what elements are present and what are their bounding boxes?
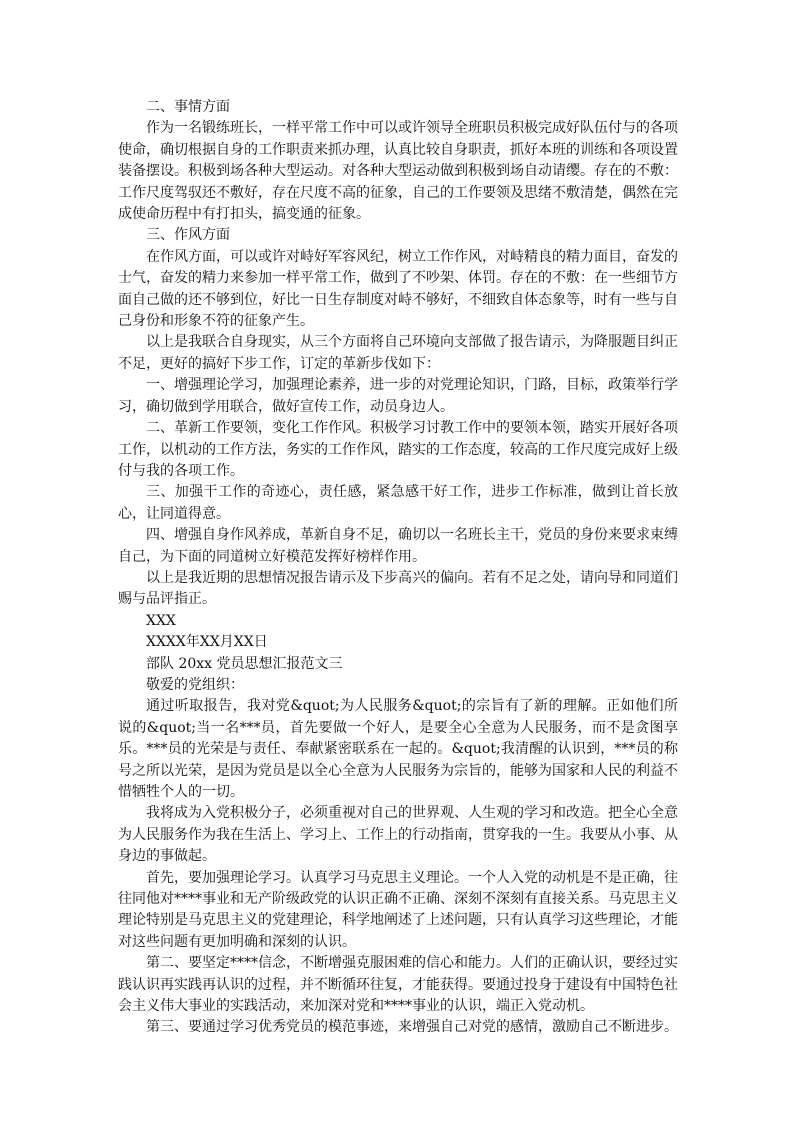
paragraph-measure-3: 三、加强干工作的奇迹心，责任感，紧急感干好工作，进步工作标准，做到让首长放心，让同道得意。: [118, 484, 678, 522]
paragraph-measure-1: 一、增强理论学习，加强理论素养，进一步的对党理论知识，门路，目标，政策举行学习，确切做到学用联合，做好宣传工作，动员身边人。: [118, 377, 678, 415]
paragraph-measure-2: 二、革新工作要领，变化工作作风。积极学习讨教工作中的要领本领，踏实开展好各项工作，以机动的工作方法，务实的工作作风，踏实的工作态度，较高的工作尺度完成好上级付与我的各项工作。: [118, 420, 678, 479]
paragraph-report-reflection: 通过听取报告，我对党&quot;为人民服务&quot;的宗旨有了新的理解。正如他们所说的&quot;当一名***员，首先要做一个好人，是要全心全意为人民服务，而不是贪图享乐。***员的光荣是与责任、奉献紧密联系在一起的。&quot;我清醒的认识到，***员的称号之所以光荣，是因为党员是以全心全意为人民服务为宗旨的，能够为国家和人民的利益不惜牺牲个人的一切。: [118, 698, 678, 800]
paragraph-style-body: 在作风方面，可以或许对峙好军容风纪，树立工作作风，对峙精良的精力面目，奋发的士气，奋发的精力来参加一样平常工作，做到了不吵架、体罚。存在的不敷：在一些细节方面自己做的还不够到位，好比一日生存制度对峙不够好，不细致自体态象等，时有一些与自己身份和形象不符的征象产生。: [118, 248, 678, 330]
paragraph-first-theory: 首先，要加强理论学习。认真学习马克思主义理论。一个人入党的动机是不是正确，往往同他对****事业和无产阶级政党的认识正确不正确、深刻不深刻有直接关系。马克思主义理论特别是马克思主义的党建理论，科学地阐述了上述问题，只有认真学习这些理论，才能对这些问题有更加明确和深刻的认识。: [118, 869, 678, 950]
document-page: [118, 97, 678, 1039]
signature-name: XXX: [146, 612, 176, 629]
salutation: 敬爱的党组织：: [146, 676, 244, 693]
paragraph-matters-body: 作为一名锻练班长，一样平常工作中可以或许领导全班职员积极完成好队伍付与的各项使命，确切根据自身的工作职责来抓办理，认真比较自身职责，抓好本班的训练和各项设置装备摆设。积极到场各种大型运动。对各种大型运动做到积极到场自动请缨。存在的不敷：工作尺度驾驭还不敷好，存在尺度不高的征象，自己的工作要领及思绪不敷清楚，偶然在完成使命历程中有打扣头，搞变通的征象。: [118, 120, 678, 223]
section-heading-matters: 二、事情方面: [146, 99, 230, 115]
paragraph-second-belief: 第二、要坚定****信念，不断增强克服困难的信心和能力。人们的正确认识，要经过实践认识再实践再认识的过程，并不断循环往复，才能获得。要通过投身于建设有中国特色社会主义伟大事业的实践活动，来加深对党和****事业的认识，端正入党动机。: [118, 955, 678, 1015]
paragraph-summary-intro: 以上是我联合自身现实，从三个方面将自己环境向支部做了报告请示，为降服题目纠正不足，更好的搞好下步工作，订定的革新步伐如下：: [118, 334, 678, 372]
paragraph-activist-commitment: 我将成为入党积极分子，必须重视对自己的世界观、人生观的学习和改造。把全心全意为人民服务作为我在生活上、学习上、工作上的行动指南，贯穿我的一生。我要从小事、从身边的事做起。: [118, 805, 678, 865]
section-heading-style: 三、作风方面: [146, 227, 230, 244]
article-title-3: 部队 20xx 党员思想汇报范文三: [146, 655, 343, 672]
paragraph-measure-4: 四、增强自身作风养成，革新自身不足，确切以一名班长主干，党员的身份来要求束缚自己，为下面的同道树立好模范发挥好榜样作用。: [118, 527, 678, 565]
paragraph-third-models: 第三、要通过学习优秀党员的模范事迹，来增强自己对党的感情，激励自己不断进步。: [146, 1019, 678, 1036]
signature-date: XXXX年XX月XX日: [146, 634, 268, 651]
paragraph-closing: 以上是我近期的思想情况报告请示及下步高兴的偏向。若有不足之处，请向导和同道们赐与品评指正。: [118, 569, 678, 608]
